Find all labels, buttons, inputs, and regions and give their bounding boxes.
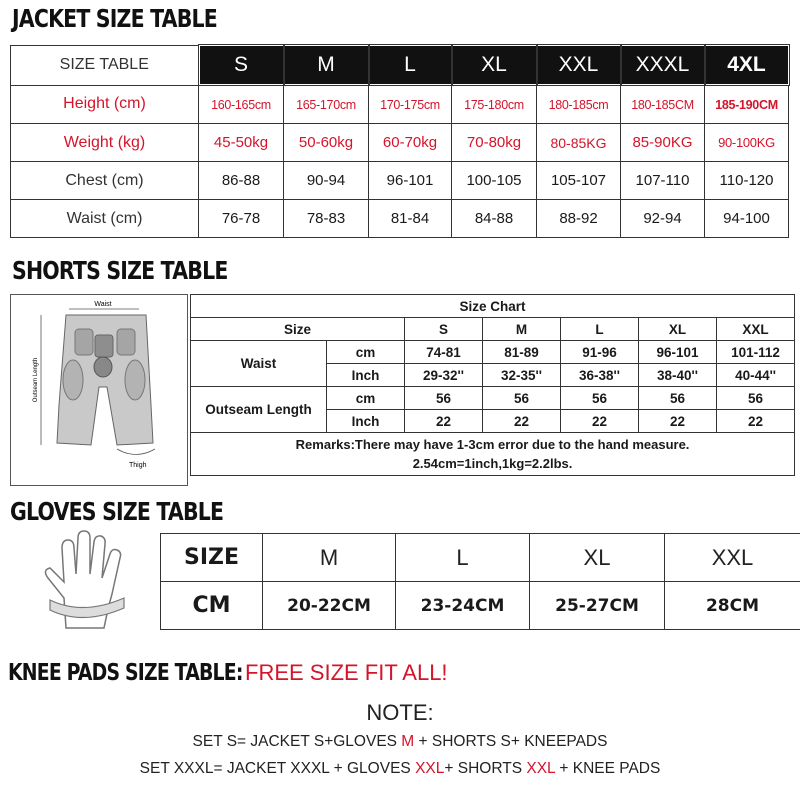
shorts-size-header: XL	[639, 318, 717, 341]
note-title: NOTE:	[366, 700, 434, 725]
shorts-remarks	[191, 433, 795, 476]
jacket-cell: 92-94	[621, 200, 705, 238]
knee-pads-title: KNEE PADS SIZE TABLE:	[8, 660, 243, 686]
jacket-size-header: M	[284, 45, 369, 85]
shorts-unit-label: cm	[327, 387, 405, 410]
shorts-diagram-illustration	[11, 295, 187, 485]
shorts-cell: 96-101	[639, 341, 717, 364]
gloves-cell: 23-24CM	[396, 582, 530, 630]
gloves-size-header: XXL	[665, 534, 800, 582]
jacket-cell: 90-94	[284, 162, 369, 200]
jacket-cell: 110-120	[705, 162, 789, 200]
shorts-size-table	[190, 294, 795, 476]
shorts-waist-label: Waist	[191, 341, 327, 387]
shorts-cell: 81-89	[483, 341, 561, 364]
shorts-cell: 40-44''	[717, 364, 795, 387]
jacket-row-label-weight: Weight (kg)	[11, 124, 199, 162]
note-line-2-highlight: XXL	[526, 760, 556, 777]
jacket-cell: 86-88	[199, 162, 284, 200]
note-line-2-part: + SHORTS	[444, 760, 527, 777]
jacket-cell: 76-78	[199, 200, 284, 238]
note-line-1-highlight: M	[401, 733, 415, 750]
hand-icon	[28, 528, 148, 638]
jacket-cell: 180-185CM	[621, 85, 705, 124]
shorts-cell: 22	[405, 410, 483, 433]
jacket-corner-label: SIZE TABLE	[11, 45, 199, 85]
jacket-size-header: L	[369, 45, 452, 85]
jacket-size-header: S	[199, 45, 284, 85]
shorts-cell: 74-81	[405, 341, 483, 364]
shorts-cell: 29-32''	[405, 364, 483, 387]
jacket-cell: 88-92	[537, 200, 621, 238]
shorts-size-header: S	[405, 318, 483, 341]
gloves-title: GLOVES SIZE TABLE	[10, 497, 224, 526]
note-line-2	[0, 760, 800, 778]
thigh-measure-line	[117, 449, 155, 455]
shorts-cell: 22	[717, 410, 795, 433]
shorts-cell: 56	[561, 387, 639, 410]
gloves-cm-label: CM	[161, 582, 263, 630]
jacket-cell: 105-107	[537, 162, 621, 200]
jacket-cell: 85-90KG	[621, 124, 705, 162]
shorts-size-header: XXL	[717, 318, 795, 341]
shorts-cell: 22	[483, 410, 561, 433]
tailbone-pad	[95, 335, 113, 357]
center-logo	[94, 357, 112, 377]
gloves-cell: 28CM	[665, 582, 800, 630]
gloves-size-header: M	[263, 534, 396, 582]
diagram-outseam-label: Outseam Length	[33, 357, 39, 403]
jacket-cell: 81-84	[369, 200, 452, 238]
jacket-cell: 60-70kg	[369, 124, 452, 162]
shorts-unit-label: Inch	[327, 410, 405, 433]
jacket-size-header: XL	[452, 45, 537, 85]
jacket-cell: 84-88	[452, 200, 537, 238]
jacket-row-label-chest: Chest (cm)	[11, 162, 199, 200]
shorts-cell: 101-112	[717, 341, 795, 364]
hip-pad-right	[117, 329, 135, 355]
note-line-2-highlight: XXL	[415, 760, 445, 777]
shorts-cell: 22	[639, 410, 717, 433]
note-line-1-part: SET S= JACKET S+GLOVES	[192, 733, 402, 750]
shorts-title: SHORTS SIZE TABLE	[12, 256, 228, 285]
jacket-cell: 165-170cm	[284, 85, 369, 124]
gloves-cell: 20-22CM	[263, 582, 396, 630]
shorts-cell: 56	[717, 387, 795, 410]
jacket-cell: 96-101	[369, 162, 452, 200]
shorts-cell: 56	[639, 387, 717, 410]
note-line-2-part: + KNEE PADS	[555, 760, 661, 777]
jacket-cell: 78-83	[284, 200, 369, 238]
jacket-cell: 175-180cm	[452, 85, 537, 124]
jacket-cell: 100-105	[452, 162, 537, 200]
shorts-cell: 36-38''	[561, 364, 639, 387]
note-line-2-part: SET XXXL= JACKET XXXL + GLOVES	[139, 760, 416, 777]
remarks-line-2: 2.54cm=1inch,1kg=2.2lbs.	[412, 456, 573, 471]
shorts-diagram	[10, 294, 188, 486]
diagram-thigh-label: Thigh	[129, 462, 147, 469]
gloves-cell: 25-27CM	[530, 582, 665, 630]
jacket-size-header: 4XL	[705, 45, 789, 85]
note-line-1-part: + SHORTS S+ KNEEPADS	[414, 733, 608, 750]
thigh-pad-left	[63, 360, 83, 400]
jacket-row-label-height: Height (cm)	[11, 85, 199, 124]
gloves-size-header: XL	[530, 534, 665, 582]
jacket-size-header: XXXL	[621, 45, 705, 85]
shorts-unit-label: cm	[327, 341, 405, 364]
knee-pads-free-size: FREE SIZE FIT ALL!	[245, 660, 448, 685]
jacket-cell: 90-100KG	[705, 124, 789, 162]
jacket-row-label-waist: Waist (cm)	[11, 200, 199, 238]
gloves-size-table	[160, 533, 800, 630]
jacket-cell: 70-80kg	[452, 124, 537, 162]
hip-pad-left	[75, 329, 93, 355]
jacket-cell: 160-165cm	[199, 85, 284, 124]
shorts-size-header: M	[483, 318, 561, 341]
note-line-1	[0, 733, 800, 751]
shorts-cell: 38-40''	[639, 364, 717, 387]
shorts-chart-title: Size Chart	[191, 295, 795, 318]
gloves-size-header: L	[396, 534, 530, 582]
shorts-cell: 22	[561, 410, 639, 433]
jacket-size-header: XXL	[537, 45, 621, 85]
shorts-size-header: L	[561, 318, 639, 341]
shorts-cell: 56	[405, 387, 483, 410]
jacket-cell: 45-50kg	[199, 124, 284, 162]
jacket-cell: 80-85KG	[537, 124, 621, 162]
shorts-outseam-label: Outseam Length	[191, 387, 327, 433]
shorts-cell: 32-35''	[483, 364, 561, 387]
jacket-cell: 170-175cm	[369, 85, 452, 124]
remarks-line-1: Remarks:There may have 1-3cm error due to the hand measure.	[295, 437, 690, 452]
shorts-unit-label: Inch	[327, 364, 405, 387]
jacket-title: JACKET SIZE TABLE	[12, 4, 217, 33]
jacket-cell: 50-60kg	[284, 124, 369, 162]
shorts-size-label: Size	[191, 318, 405, 341]
diagram-waist-label: Waist	[94, 301, 112, 308]
jacket-cell: 180-185cm	[537, 85, 621, 124]
shorts-cell: 91-96	[561, 341, 639, 364]
jacket-cell: 185-190CM	[705, 85, 789, 124]
jacket-cell: 94-100	[705, 200, 789, 238]
shorts-cell: 56	[483, 387, 561, 410]
jacket-cell: 107-110	[621, 162, 705, 200]
thigh-pad-right	[125, 360, 145, 400]
gloves-size-label: SIZE	[161, 534, 263, 582]
jacket-size-table	[10, 44, 790, 238]
